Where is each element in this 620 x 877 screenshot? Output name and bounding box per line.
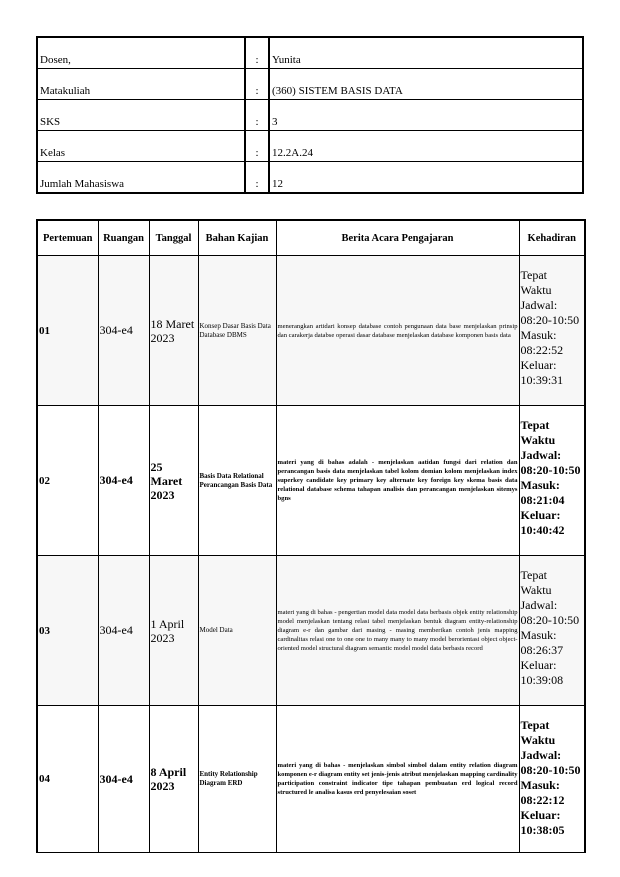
attendance-line: Keluar: — [520, 808, 561, 822]
info-row-matakuliah — [37, 69, 583, 100]
attendance-line: 08:20-10:50 — [520, 463, 581, 477]
topic: Konsep Dasar Basis Data Database DBMS — [198, 256, 276, 406]
info-separator: : — [245, 100, 269, 131]
date: 8 April 2023 — [149, 706, 198, 853]
info-separator: : — [245, 69, 269, 100]
info-value: 3 — [269, 100, 583, 131]
attendance-line: 08:21:04 — [520, 493, 565, 507]
attendance — [519, 406, 585, 556]
info-row-sks — [37, 100, 583, 131]
attendance-line: 08:20-10:50 — [520, 313, 580, 327]
attendance-line: 10:39:31 — [520, 373, 564, 387]
date: 18 Maret 2023 — [149, 256, 198, 406]
table-row — [37, 256, 585, 406]
attendance-line: Masuk: — [520, 478, 560, 492]
header-kehadiran: Kehadiran — [519, 220, 585, 256]
course-info-table — [36, 36, 584, 194]
table-row — [37, 556, 585, 706]
attendance-line: Waktu — [520, 583, 552, 597]
meeting-number: 02 — [37, 406, 98, 556]
table-row — [37, 406, 585, 556]
teaching-notes: materi yang di bahas adalah - menjelaskan aatidan fungsi dari relation dan perancangan basis data menjelaskan tabel kolom domian kolom menjelaskan index superkey candidate key primary key alternate key foreign key skema basis data relational database schema tahapan analisis dan perancangan menjelaskan sitemys bgns — [276, 406, 519, 556]
info-label: Matakuliah — [37, 69, 245, 100]
meeting-number: 01 — [37, 256, 98, 406]
teaching-log-table — [36, 219, 586, 853]
info-value: 12.2A.24 — [269, 131, 583, 162]
attendance-line: Waktu — [520, 733, 556, 747]
room: 304-e4 — [98, 256, 149, 406]
room: 304-e4 — [98, 406, 149, 556]
topic: Model Data — [198, 556, 276, 706]
attendance-line: Masuk: — [520, 778, 560, 792]
info-label: Jumlah Mahasiswa — [37, 162, 245, 194]
attendance-line: Jadwal: — [520, 298, 558, 312]
attendance-line: Jadwal: — [520, 748, 562, 762]
info-label: Kelas — [37, 131, 245, 162]
info-label: SKS — [37, 100, 245, 131]
table-row — [37, 706, 585, 853]
teaching-notes: materi yang di bahas - menjelaskan simbol simbol dalam entity relation diagram komponen e-r diagram entity set jenis-jenis atribut menjelaskan mapping cardinality participation constraint indicator tipe tahapan pembuatan erd logical record structured le analisa kasus erd penyelesaian soset — [276, 706, 519, 853]
topic: Basis Data Relational Perancangan Basis Data — [198, 406, 276, 556]
teaching-notes: menerangkan artidari konsep database contoh pengunaan data base menjelaskan prinsip dan carakerja databse operasi dasar database menjelaskan database komponen basis data — [276, 256, 519, 406]
info-separator: : — [245, 162, 269, 194]
attendance-line: Jadwal: — [520, 598, 558, 612]
info-separator: : — [245, 37, 269, 69]
attendance-line: Waktu — [520, 283, 552, 297]
attendance-line: 10:39:08 — [520, 673, 564, 687]
attendance-line: 10:40:42 — [520, 523, 565, 537]
attendance-line: 08:22:52 — [520, 343, 564, 357]
attendance-line: 08:20-10:50 — [520, 763, 581, 777]
meeting-number: 04 — [37, 706, 98, 853]
header-bahan-kajian: Bahan Kajian — [198, 220, 276, 256]
attendance-line: 08:26:37 — [520, 643, 564, 657]
attendance-line: Jadwal: — [520, 448, 562, 462]
attendance-line: 08:20-10:50 — [520, 613, 580, 627]
attendance-line: 10:38:05 — [520, 823, 565, 837]
room: 304-e4 — [98, 706, 149, 853]
table-header-row — [37, 220, 585, 256]
attendance — [519, 256, 585, 406]
attendance-line: Masuk: — [520, 628, 557, 642]
attendance-line: Keluar: — [520, 358, 557, 372]
topic: Entity Relationship Diagram ERD — [198, 706, 276, 853]
date: 25 Maret 2023 — [149, 406, 198, 556]
info-row-dosen — [37, 37, 583, 69]
header-pertemuan: Pertemuan — [37, 220, 98, 256]
header-berita-acara: Berita Acara Pengajaran — [276, 220, 519, 256]
attendance-line: Tepat — [520, 568, 547, 582]
header-tanggal: Tanggal — [149, 220, 198, 256]
attendance-line: 08:22:12 — [520, 793, 565, 807]
attendance-line: Masuk: — [520, 328, 557, 342]
info-label: Dosen, — [37, 37, 245, 69]
attendance-line: Tepat — [520, 418, 550, 432]
attendance-line: Tepat — [520, 268, 547, 282]
attendance-line: Keluar: — [520, 508, 561, 522]
date: 1 April 2023 — [149, 556, 198, 706]
room: 304-e4 — [98, 556, 149, 706]
attendance — [519, 706, 585, 853]
info-value: (360) SISTEM BASIS DATA — [269, 69, 583, 100]
attendance — [519, 556, 585, 706]
attendance-line: Waktu — [520, 433, 556, 447]
attendance-line: Keluar: — [520, 658, 557, 672]
teaching-notes: materi yang di bahas - pengertian model data model data berbasis objek entity relationship model menjelaskan tentang relasi tabel menjelaskan bentuk diagram entity-relationship diagram e-r dan gambar dari masing - masing memberikan contoh jenis mapping cardinalitas relasi one to one one to many many to many model berorientasi object object-oriented model structural diagram semantic model model data berbasis record — [276, 556, 519, 706]
info-row-kelas — [37, 131, 583, 162]
header-ruangan: Ruangan — [98, 220, 149, 256]
info-row-jumlah-mahasiswa — [37, 162, 583, 194]
info-value: 12 — [269, 162, 583, 194]
attendance-line: Tepat — [520, 718, 550, 732]
info-separator: : — [245, 131, 269, 162]
meeting-number: 03 — [37, 556, 98, 706]
info-value: Yunita — [269, 37, 583, 69]
